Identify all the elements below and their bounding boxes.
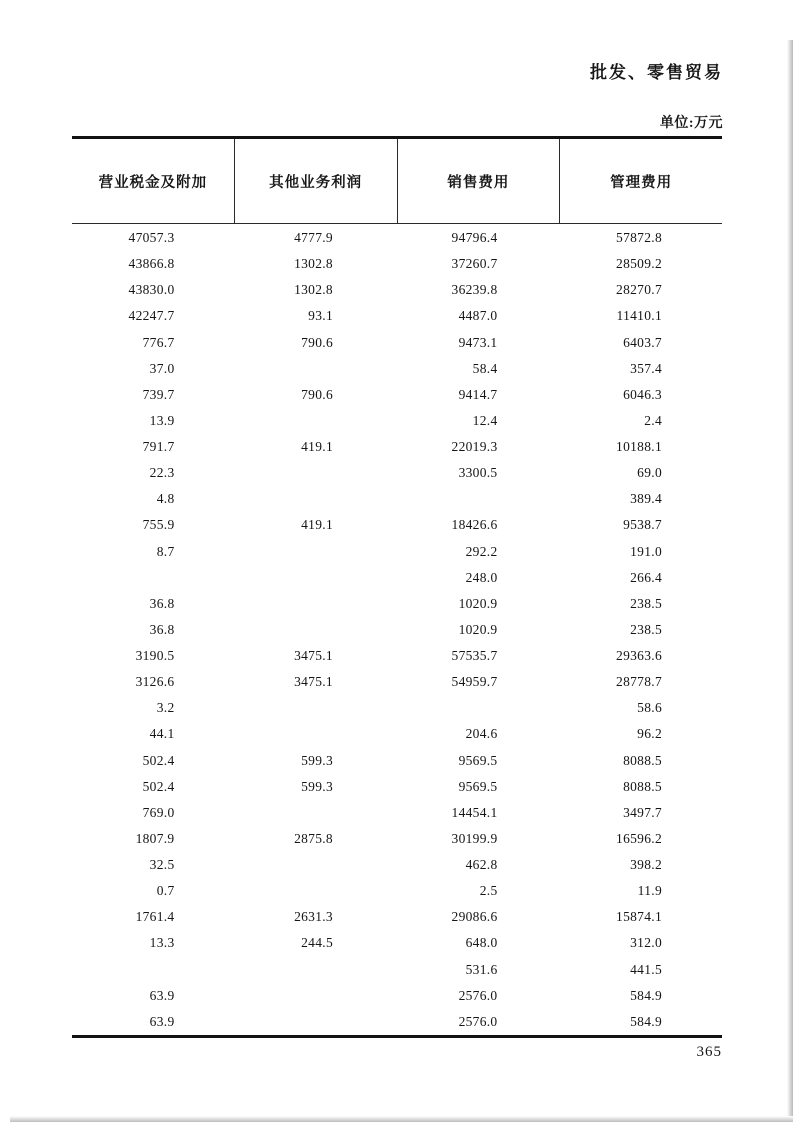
- table-cell: 4487.0: [458, 308, 498, 324]
- table-cell: 2875.8: [294, 830, 333, 846]
- table-cell: 6046.3: [623, 386, 662, 402]
- table-cell: 312.0: [630, 935, 662, 951]
- table-cell: 648.0: [465, 935, 498, 951]
- table-cell: 14454.1: [451, 804, 498, 820]
- table-cell: 8088.5: [623, 778, 662, 794]
- table-row: [72, 565, 722, 591]
- table-cell: 238.5: [630, 595, 662, 611]
- table-cell: 57535.7: [451, 648, 498, 664]
- statistics-table: [72, 136, 722, 1038]
- table-cell: 57872.8: [616, 230, 662, 246]
- table-cell: 93.1: [308, 308, 333, 324]
- table-cell: 9569.5: [458, 778, 498, 794]
- table-cell: 58.6: [637, 700, 662, 716]
- table-row: [72, 486, 722, 512]
- table-cell: 1302.8: [294, 256, 333, 272]
- table-cell: 13.3: [149, 935, 175, 951]
- table-cell: 769.0: [142, 804, 175, 820]
- table-cell: 36.8: [149, 621, 175, 637]
- table-cell: 531.6: [465, 961, 498, 977]
- table-cell: 776.7: [142, 334, 175, 350]
- table-cell: 30199.9: [451, 830, 498, 846]
- table-cell: 4.8: [156, 491, 175, 507]
- table-cell: 2.5: [479, 883, 498, 899]
- table-cell: 6403.7: [623, 334, 662, 350]
- table-row: [72, 695, 722, 721]
- table-cell: 22.3: [149, 465, 175, 481]
- table-cell: 0.7: [156, 883, 175, 899]
- table-cell: 248.0: [465, 569, 498, 585]
- page-number: 365: [696, 1044, 722, 1060]
- table-cell: 419.1: [301, 439, 333, 455]
- table-cell: 790.6: [301, 386, 333, 402]
- table-row: [72, 669, 722, 695]
- table-cell: 36.8: [149, 595, 175, 611]
- table-cell: 244.5: [301, 935, 333, 951]
- scan-edge-right: [787, 40, 793, 1122]
- table-cell: 44.1: [149, 726, 175, 742]
- table-cell: 419.1: [301, 517, 333, 533]
- table-row: [72, 382, 722, 408]
- table-row: [72, 460, 722, 486]
- table-row: [72, 356, 722, 382]
- table-cell: 63.9: [149, 1013, 175, 1029]
- table-cell: 3300.5: [458, 465, 498, 481]
- table-cell: 462.8: [465, 857, 498, 873]
- table-cell: 42247.7: [128, 308, 175, 324]
- table-cell: 37260.7: [451, 256, 498, 272]
- table-cell: 63.9: [149, 987, 175, 1003]
- table-cell: 1302.8: [294, 282, 333, 298]
- table-cell: 584.9: [630, 987, 662, 1003]
- table-cell: 9538.7: [623, 517, 662, 533]
- table-cell: 3475.1: [294, 648, 333, 664]
- table-row: [72, 277, 722, 303]
- table-row: [72, 617, 722, 643]
- table-cell: 266.4: [630, 569, 662, 585]
- table-cell: 238.5: [630, 621, 662, 637]
- table-row: [72, 878, 722, 904]
- table-cell: 791.7: [142, 439, 175, 455]
- table-cell: 4777.9: [294, 230, 333, 246]
- table-row: [72, 225, 722, 251]
- table-cell: 36239.8: [451, 282, 498, 298]
- table-cell: 2.4: [644, 412, 662, 428]
- table-row: [72, 1009, 722, 1035]
- table-row: [72, 826, 722, 852]
- table-row: [72, 408, 722, 434]
- table-cell: 69.0: [637, 465, 662, 481]
- table-row: [72, 904, 722, 930]
- table-cell: 8088.5: [623, 752, 662, 768]
- table-cell: 1020.9: [458, 621, 498, 637]
- table-row: [72, 957, 722, 983]
- table-cell: 1020.9: [458, 595, 498, 611]
- table-row: [72, 852, 722, 878]
- table-row: [72, 512, 722, 538]
- column-header: 其他业务利润: [235, 139, 398, 223]
- table-cell: 13.9: [149, 412, 175, 428]
- table-cell: 54959.7: [451, 674, 498, 690]
- column-header: 营业税金及附加: [72, 139, 235, 223]
- table-cell: 58.4: [472, 360, 498, 376]
- table-cell: 9569.5: [458, 752, 498, 768]
- table-cell: 3126.6: [135, 674, 175, 690]
- table-cell: 29086.6: [451, 909, 498, 925]
- table-cell: 790.6: [301, 334, 333, 350]
- table-body: [72, 224, 722, 1035]
- scan-edge-bottom: [10, 1116, 793, 1122]
- table-row: [72, 721, 722, 747]
- table-cell: 1807.9: [135, 830, 175, 846]
- table-cell: 204.6: [465, 726, 498, 742]
- table-row: [72, 774, 722, 800]
- chapter-title: 批发、零售贸易: [590, 63, 723, 82]
- table-cell: 43830.0: [128, 282, 175, 298]
- table-cell: 191.0: [630, 543, 662, 559]
- table-cell: 502.4: [142, 778, 175, 794]
- column-header: 管理费用: [610, 174, 673, 191]
- table-row: [72, 930, 722, 956]
- table-cell: 398.2: [630, 857, 662, 873]
- table-cell: 11410.1: [616, 308, 662, 324]
- table-cell: 502.4: [142, 752, 175, 768]
- table-cell: 37.0: [149, 360, 175, 376]
- table-cell: 2576.0: [458, 1013, 498, 1029]
- table-cell: 28778.7: [616, 674, 662, 690]
- table-cell: 12.4: [472, 412, 498, 428]
- table-row: [72, 643, 722, 669]
- table-cell: 15874.1: [616, 909, 662, 925]
- table-cell: 43866.8: [128, 256, 175, 272]
- table-cell: 1761.4: [135, 909, 175, 925]
- table-row: [72, 330, 722, 356]
- table-cell: 389.4: [630, 491, 662, 507]
- table-cell: 3497.7: [623, 804, 662, 820]
- table-cell: 29363.6: [616, 648, 662, 664]
- table-cell: 584.9: [630, 1013, 662, 1029]
- table-cell: 28509.2: [616, 256, 662, 272]
- table-cell: 441.5: [630, 961, 662, 977]
- table-row: [72, 983, 722, 1009]
- table-cell: 94796.4: [451, 230, 498, 246]
- table-header-row: [72, 139, 722, 224]
- table-cell: 3190.5: [135, 648, 175, 664]
- table-row: [72, 434, 722, 460]
- table-cell: 755.9: [142, 517, 175, 533]
- table-cell: 739.7: [142, 386, 175, 402]
- table-cell: 16596.2: [616, 830, 662, 846]
- table-row: [72, 303, 722, 329]
- column-header: 销售费用: [398, 139, 561, 223]
- table-cell: 3475.1: [294, 674, 333, 690]
- table-cell: 599.3: [301, 778, 333, 794]
- table-row: [72, 591, 722, 617]
- table-cell: 22019.3: [451, 439, 498, 455]
- table-cell: 11.9: [637, 883, 662, 899]
- table-cell: 28270.7: [616, 282, 662, 298]
- table-cell: 18426.6: [451, 517, 498, 533]
- table-cell: 8.7: [156, 543, 175, 559]
- table-cell: 96.2: [637, 726, 662, 742]
- table-cell: 32.5: [149, 857, 175, 873]
- table-cell: 9473.1: [458, 334, 498, 350]
- table-row: [72, 800, 722, 826]
- table-cell: 10188.1: [616, 439, 662, 455]
- table-cell: 599.3: [301, 752, 333, 768]
- table-cell: 9414.7: [458, 386, 498, 402]
- unit-label: 单位:万元: [659, 116, 723, 131]
- table-cell: 292.2: [465, 543, 498, 559]
- table-cell: 2631.3: [294, 909, 333, 925]
- table-row: [72, 748, 722, 774]
- table-row: [72, 539, 722, 565]
- table-cell: 3.2: [156, 700, 175, 716]
- table-cell: 2576.0: [458, 987, 498, 1003]
- table-cell: 47057.3: [128, 230, 175, 246]
- table-row: [72, 251, 722, 277]
- table-cell: 357.4: [630, 360, 662, 376]
